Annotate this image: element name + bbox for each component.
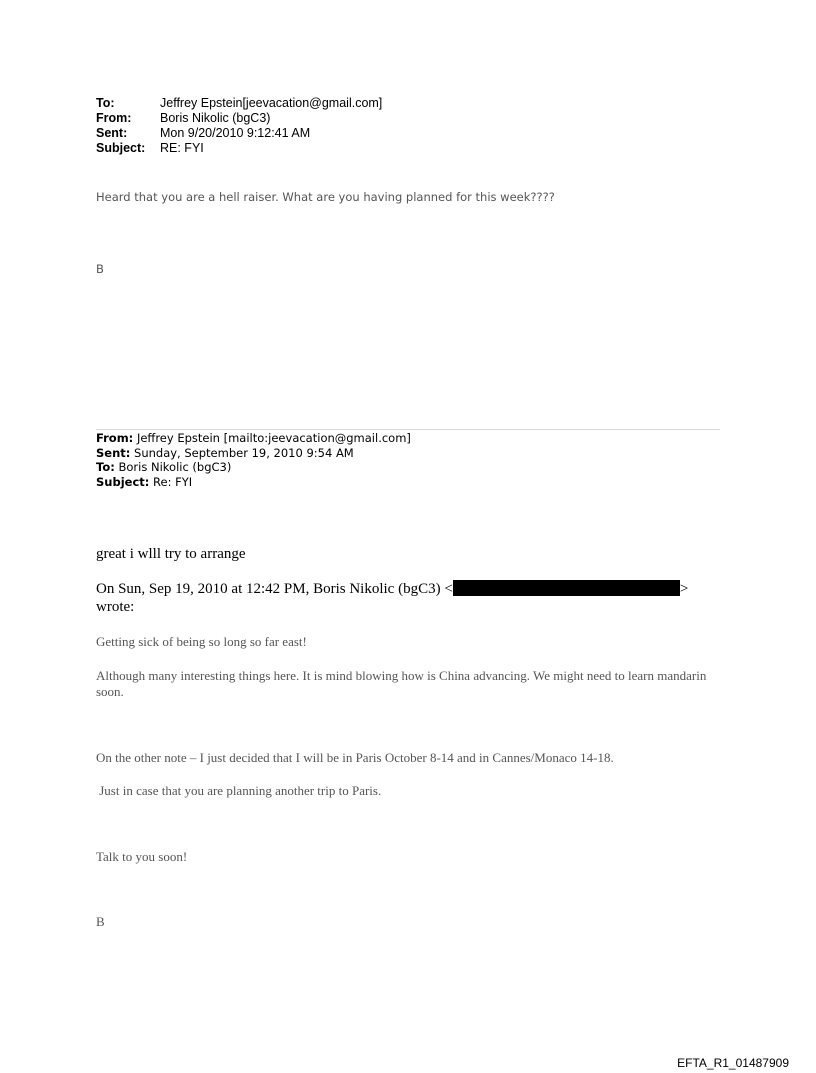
document-id: EFTA_R1_01487909 [677, 1056, 789, 1070]
to-value: Jeffrey Epstein[jeevacation@gmail.com] [160, 96, 383, 110]
sent-value: Mon 9/20/2010 9:12:41 AM [160, 126, 311, 140]
sent-label: Sent: [96, 126, 128, 140]
quoted-signoff: B [96, 914, 105, 929]
from-row-2 [96, 431, 411, 446]
from-label: From: [96, 111, 132, 125]
body1-line: Heard that you are a hell raiser. What are you having planned for this week???? [96, 190, 555, 204]
to-label: To: [96, 96, 115, 110]
quoted-paragraph-3: On the other note – I just decided that I will be in Paris October 8-14 and in Cannes/Monaco 14-18. [96, 750, 614, 765]
sent-value-2: Sunday, September 19, 2010 9:54 AM [134, 445, 354, 460]
to-label-2: To: [96, 460, 115, 474]
sent-row [96, 126, 382, 141]
subject-row [96, 141, 382, 156]
email-header-2 [96, 431, 411, 489]
message-divider [96, 429, 720, 430]
subject-value-2: Re: FYI [153, 474, 193, 489]
reply-text: great i wlll try to arrange [96, 546, 246, 562]
quote-intro-before: On Sun, Sep 19, 2010 at 12:42 PM, Boris Nikolic (bgC3) < [96, 581, 453, 597]
quote-intro-wrote: wrote: [96, 598, 135, 615]
quoted-paragraph-5: Talk to you soon! [96, 849, 188, 864]
from-value-2: Jeffrey Epstein [mailto:jeevacation@gmail.com] [136, 431, 411, 445]
subject-value: RE: FYI [160, 141, 204, 155]
sent-row-2 [96, 446, 411, 461]
to-value-2: Boris Nikolic (bgC3) [118, 460, 232, 474]
quoted-paragraph-2: Although many interesting things here. It is mind blowing how is China advancing. We might need to learn mandarin soon. [96, 668, 707, 699]
from-value: Boris Nikolic (bgC3) [160, 111, 271, 125]
from-row [96, 111, 382, 126]
subject-label: Subject: [96, 141, 146, 155]
quoted-paragraph-4: Just in case that you are planning another trip to Paris. [96, 783, 382, 798]
quote-intro-after: > [679, 581, 689, 597]
subject-label-2: Subject: [96, 474, 150, 489]
quote-intro [96, 580, 736, 616]
to-row-2 [96, 460, 411, 475]
subject-row-2 [96, 475, 411, 490]
redaction-box [453, 580, 680, 596]
from-label-2: From: [96, 431, 134, 445]
to-row [96, 96, 382, 111]
sent-label-2: Sent: [96, 445, 131, 460]
email-header-1 [96, 96, 382, 156]
quoted-paragraph-1: Getting sick of being so long so far east! [96, 634, 307, 649]
body1-signoff: B [96, 262, 104, 276]
